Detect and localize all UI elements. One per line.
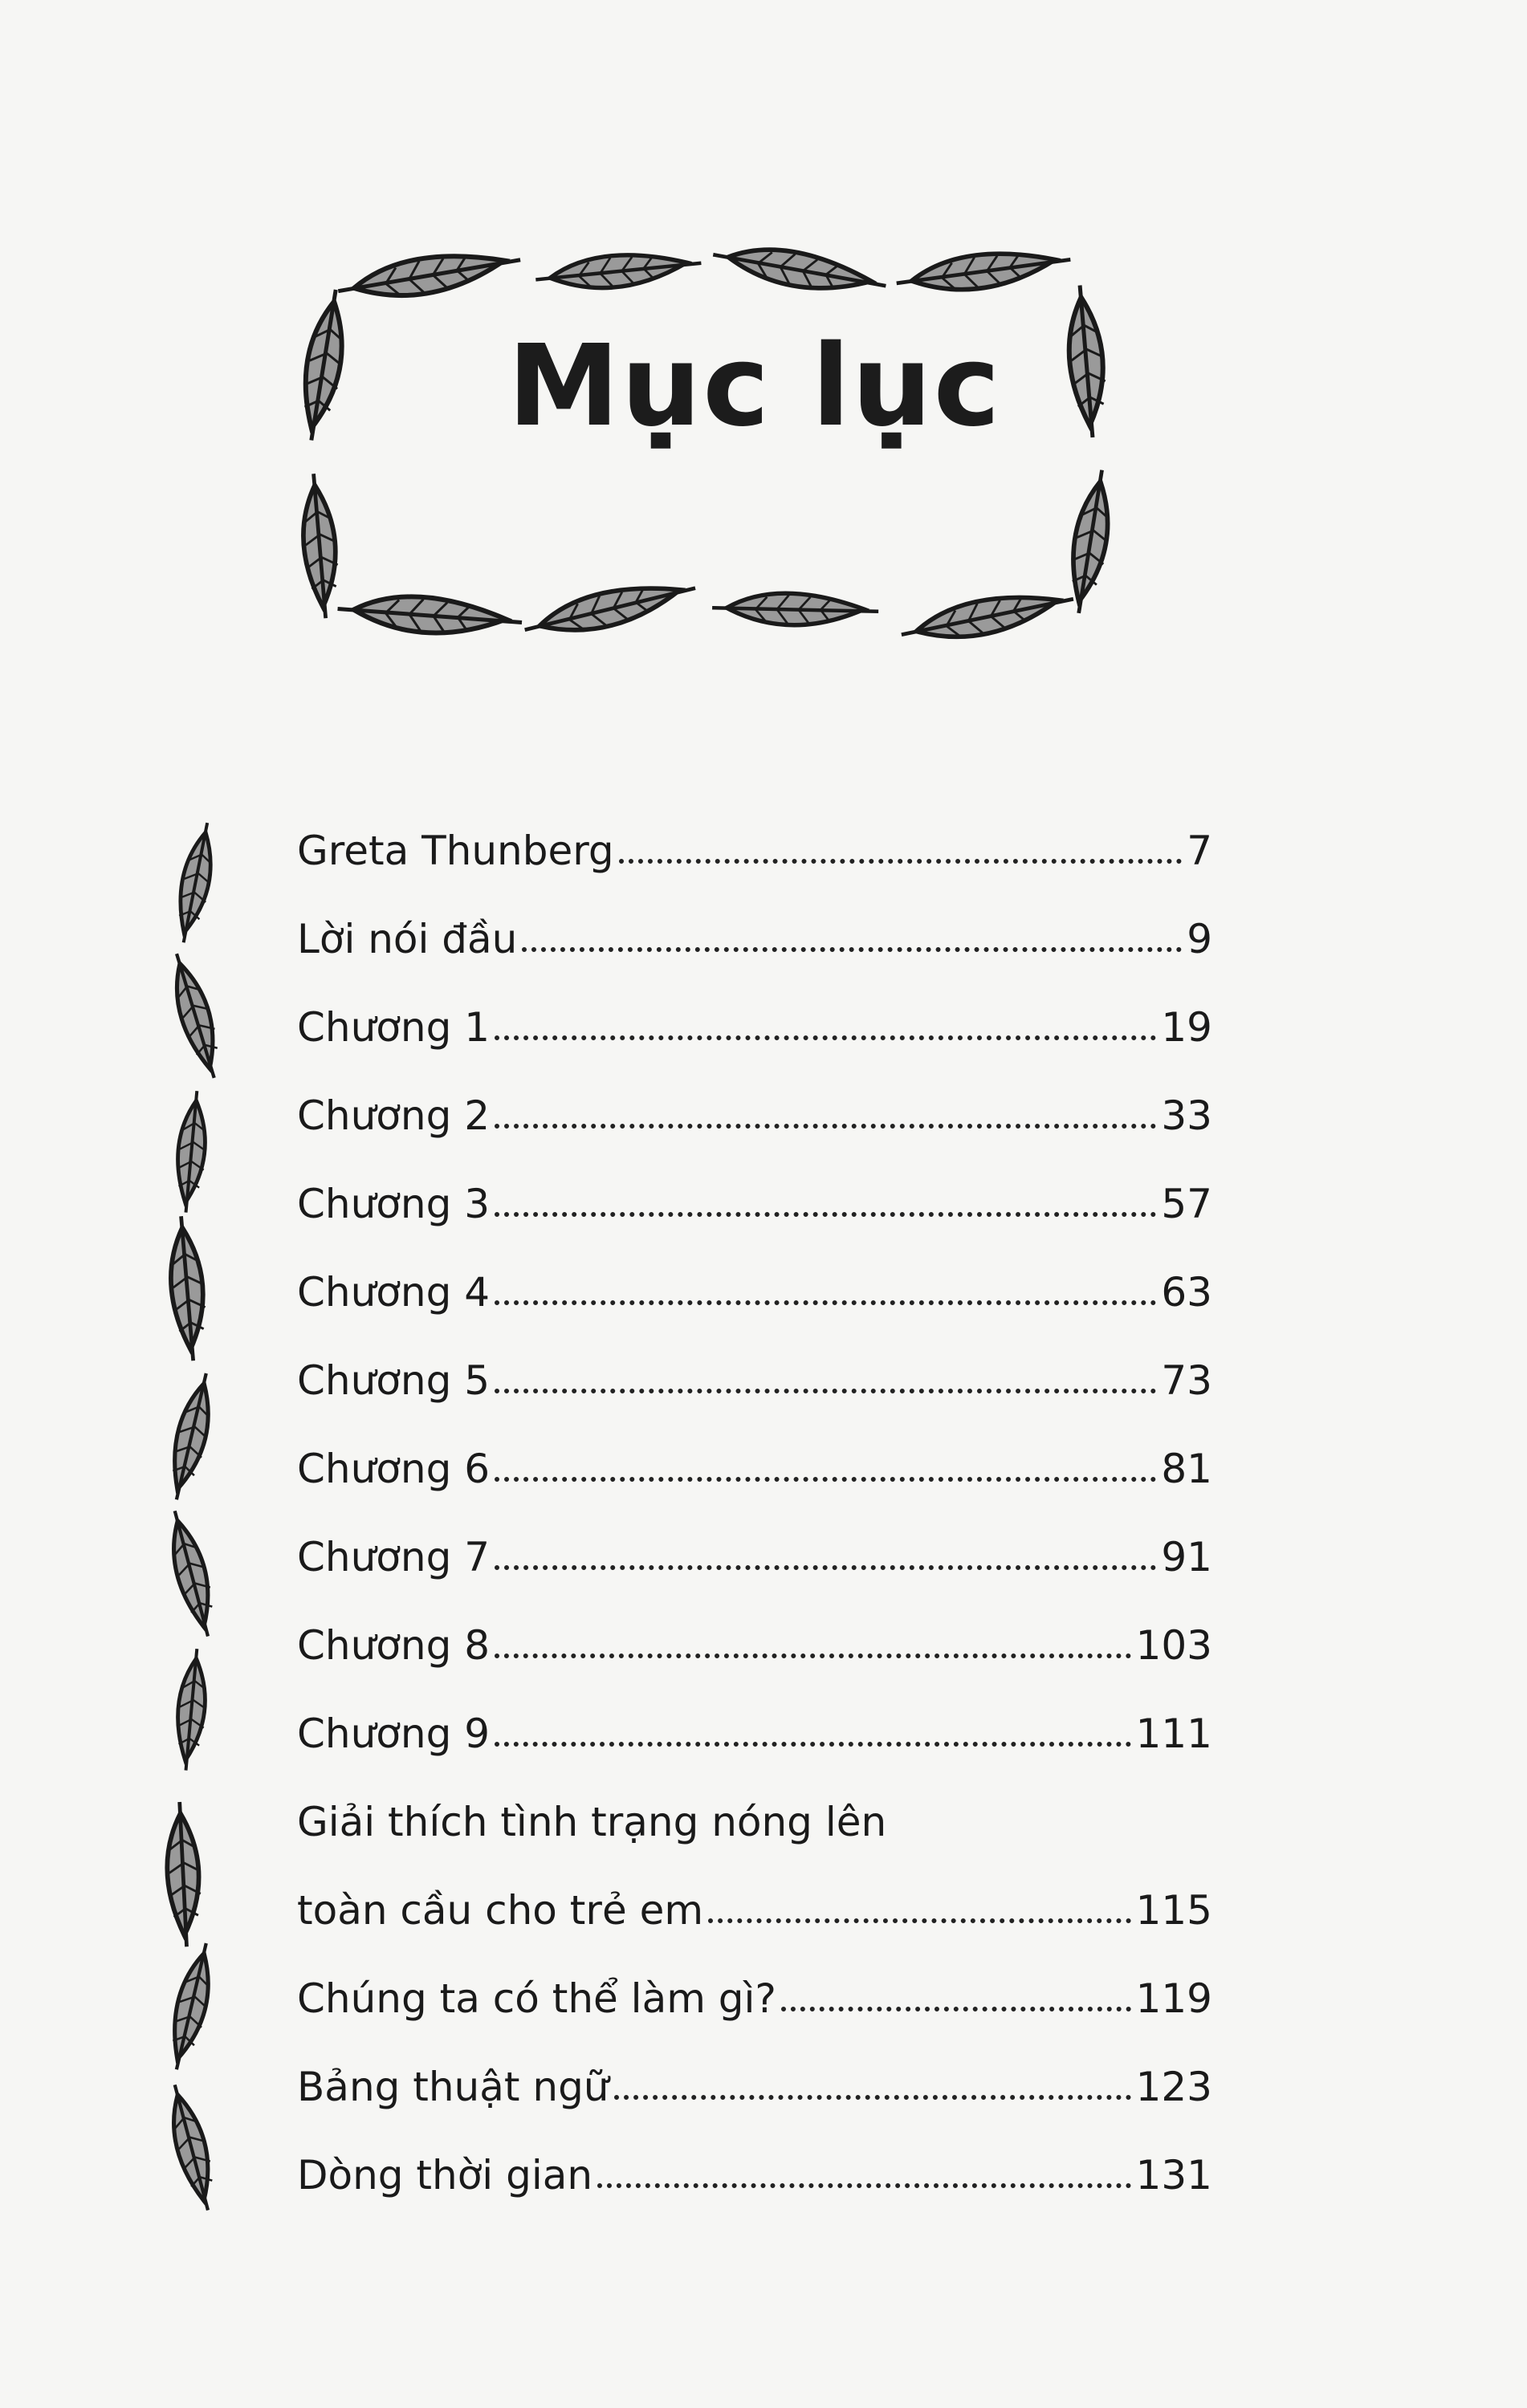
toc-entry-label: Chương 8 xyxy=(297,1622,491,1669)
toc-entry[interactable] xyxy=(297,1260,1212,1316)
toc-entry-label: Chương 5 xyxy=(297,1357,491,1404)
toc-entry-page: 119 xyxy=(1135,1975,1212,2022)
toc-entry-label: Chương 9 xyxy=(297,1710,491,1757)
toc-entry-label: Bảng thuật ngữ xyxy=(297,2064,609,2110)
toc-entry-page: 73 xyxy=(1161,1357,1212,1404)
toc-entry[interactable] xyxy=(297,1525,1212,1581)
toc-entry[interactable] xyxy=(297,1702,1212,1758)
dot-leader xyxy=(619,859,1183,864)
toc-entry-page: 9 xyxy=(1187,916,1212,962)
page-title: Mục lục xyxy=(507,321,1002,452)
toc-entry-label: Chương 7 xyxy=(297,1534,491,1580)
dot-leader xyxy=(495,1742,1131,1747)
toc-entry-page: 131 xyxy=(1135,2152,1212,2199)
toc-entry[interactable] xyxy=(297,995,1212,1051)
dot-leader xyxy=(495,1212,1156,1217)
toc-entry-label: Dòng thời gian xyxy=(297,2152,593,2199)
toc-entry-label: Lời nói đầu xyxy=(297,916,518,962)
dot-leader xyxy=(597,2183,1131,2188)
toc-entry[interactable] xyxy=(297,1084,1212,1140)
toc-entry-page: 115 xyxy=(1135,1887,1212,1934)
dot-leader xyxy=(495,1565,1156,1570)
toc-entry[interactable] xyxy=(297,1613,1212,1670)
dot-leader xyxy=(522,947,1182,952)
toc-entry[interactable] xyxy=(297,907,1212,963)
toc-entry-label: Chúng ta có thể làm gì? xyxy=(297,1975,776,2022)
toc-entry-multiline-second[interactable] xyxy=(297,1878,1212,1934)
toc-entry-label: Chương 4 xyxy=(297,1269,491,1316)
toc-entry-label: Chương 2 xyxy=(297,1092,491,1139)
toc-entry-multiline-first[interactable] xyxy=(297,1790,1212,1846)
toc-entry-page: 103 xyxy=(1135,1622,1212,1669)
toc-entry-page: 7 xyxy=(1187,828,1212,874)
dot-leader xyxy=(495,1477,1156,1482)
dot-leader xyxy=(495,1653,1131,1658)
toc-entry[interactable] xyxy=(297,1967,1212,2023)
dot-leader xyxy=(495,1124,1156,1129)
dot-leader xyxy=(495,1389,1156,1393)
toc-entry-page: 63 xyxy=(1161,1269,1212,1316)
toc-entry-label-line1: Giải thích tình trạng nóng lên xyxy=(297,1799,887,1845)
toc-entry[interactable] xyxy=(297,2055,1212,2111)
dot-leader xyxy=(495,1300,1156,1305)
toc-entry-page: 111 xyxy=(1135,1710,1212,1757)
toc-entry-page: 33 xyxy=(1161,1092,1212,1139)
toc-entry-page: 91 xyxy=(1161,1534,1212,1580)
dot-leader xyxy=(614,2095,1131,2100)
toc-entry[interactable] xyxy=(297,2143,1212,2199)
toc-entry-label: Chương 6 xyxy=(297,1446,491,1492)
toc-entry[interactable] xyxy=(297,819,1212,875)
toc-entry-page: 19 xyxy=(1161,1004,1212,1051)
dot-leader xyxy=(781,2007,1131,2011)
toc-entry[interactable] xyxy=(297,1437,1212,1493)
toc-entry[interactable] xyxy=(297,1348,1212,1405)
toc-entry[interactable] xyxy=(297,1172,1212,1228)
toc-entry-label: Chương 1 xyxy=(297,1004,491,1051)
toc-entry-label: Chương 3 xyxy=(297,1181,491,1227)
toc-entry-page: 123 xyxy=(1135,2064,1212,2110)
toc-entry-label-line2: toàn cầu cho trẻ em xyxy=(297,1887,704,1934)
dot-leader xyxy=(495,1035,1156,1040)
dot-leader xyxy=(708,1918,1130,1923)
toc-entry-label: Greta Thunberg xyxy=(297,828,614,874)
toc-entry-page: 81 xyxy=(1161,1446,1212,1492)
toc-entry-page: 57 xyxy=(1161,1181,1212,1227)
